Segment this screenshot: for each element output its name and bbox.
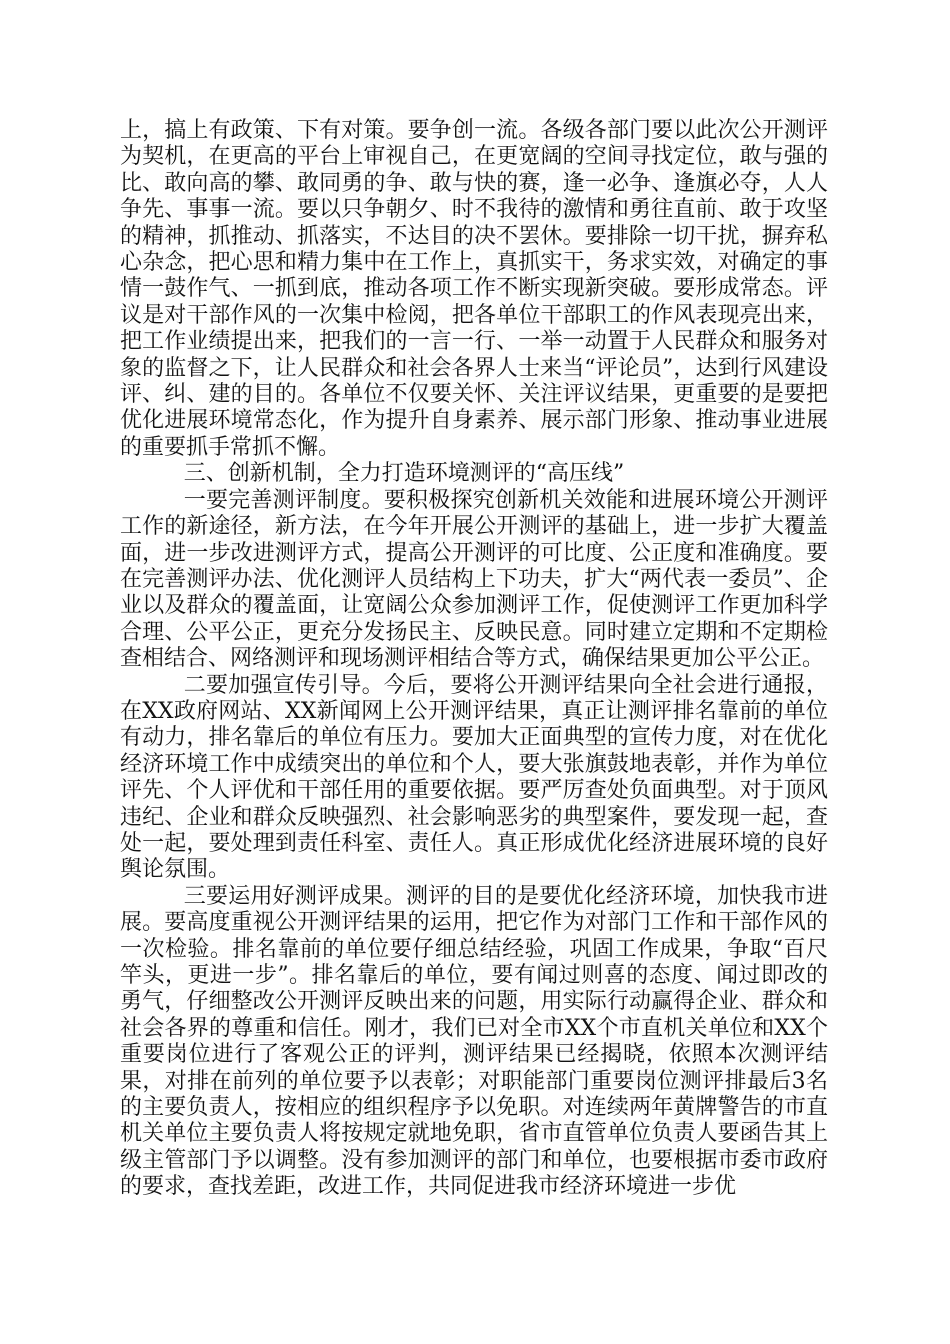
- section-heading: 三、创新机制，全力打造环境测评的“高压线”: [183, 461, 625, 487]
- paragraph-continuation: 上，搞上有政策、下有对策。要争创一流。各级各部门要以此次公开测评为契机，在更高的平台上审视自己，在更宽阔的空间寻找定位，敢与强的比、敢向高的攀、敢同勇的争、敢与快的赛，逢一必争、逢旗必夺，人人争先、事事一流。要以只争朝夕、时不我待的激情和勇往直前、敢于攻坚的精神，抓推动、抓落实，不达目的决不罢休。要排除一切干扰，摒弃私心杂念，把心思和精力集中在工作上，真抓实干，务求实效，对确定的事情一鼓作气、一抓到底，推动各项工作不断实现新突破。要形成常态。评议是对干部作风的一次集中检阅，把各单位干部职工的作风表现亮出来，把工作业绩提出来，把我们的一言一行、一举一动置于人民群众和服务对象的监督之下，让人民群众和社会各界人士来当“评论员”，达到行风建设评、纠、建的目的。各单位不仅要关怀、关注评议结果，更重要的是要把优化进展环境常态化，作为提升自身素养、展示部门形象、推动事业进展的重要抓手常抓不懈。: [120, 118, 828, 460]
- paragraph-evaluation-system: 一要完善测评制度。要积极探究创新机关效能和进展环境公开测评工作的新途径，新方法，在今年开展公开测评的基础上，进一步扩大覆盖面，进一步改进测评方式，提高公开测评的可比度、公正度和准确度。要在完善测评办法、优化测评人员结构上下功夫，扩大“两代表一委员”、企业以及群众的覆盖面，让宽阔公众参加测评工作，促使测评工作更加科学合理、公平公正，更充分发扬民主、反映民意。同时建立定期和不定期检查相结合、网络测评和现场测评相结合等方式，确保结果更加公平公正。: [120, 487, 828, 672]
- paragraph-evaluation-results: 三要运用好测评成果。测评的目的是要优化经济环境，加快我市进展。要高度重视公开测评结果的运用，把它作为对部门工作和干部作风的一次检验。排名靠前的单位要仔细总结经验，巩固工作成果，争取“百尺竿头，更进一步”。排名靠后的单位，要有闻过则喜的态度、闻过即改的勇气，仔细整改公开测评反映出来的问题，用实际行动赢得企业、群众和社会各界的尊重和信任。刚才，我们已对全市XX个市直机关单位和XX个重要岗位进行了客观公正的评判，测评结果已经揭晓，依照本次测评结果，对排在前列的单位要予以表彰；对职能部门重要岗位测评排最后3名的主要负责人，按相应的组织程序予以免职。对连续两年黄牌警告的市直机关单位主要负责人将按规定就地免职，省市直管单位负责人要函告其上级主管部门予以调整。没有参加测评的部门和单位，也要根据市委市政府的要求，查找差距，改进工作，共同促进我市经济环境进一步优: [120, 883, 828, 1200]
- document-body: [120, 118, 828, 1201]
- paragraph-publicity-guidance: 二要加强宣传引导。今后，要将公开测评结果向全社会进行通报，在XX政府网站、XX新闻网上公开测评结果，真正让测评排名靠前的单位有动力，排名靠后的单位有压力。要加大正面典型的宣传力度，对在优化经济环境工作中成绩突出的单位和个人，要大张旗鼓地表彰，并作为单位评先、个人评优和干部任用的重要依据。要严厉查处负面典型。对于顶风违纪、企业和群众反映强烈、社会影响恶劣的典型案件，要发现一起，查处一起，要处理到责任科室、责任人。真正形成优化经济进展环境的良好舆论氛围。: [120, 672, 828, 883]
